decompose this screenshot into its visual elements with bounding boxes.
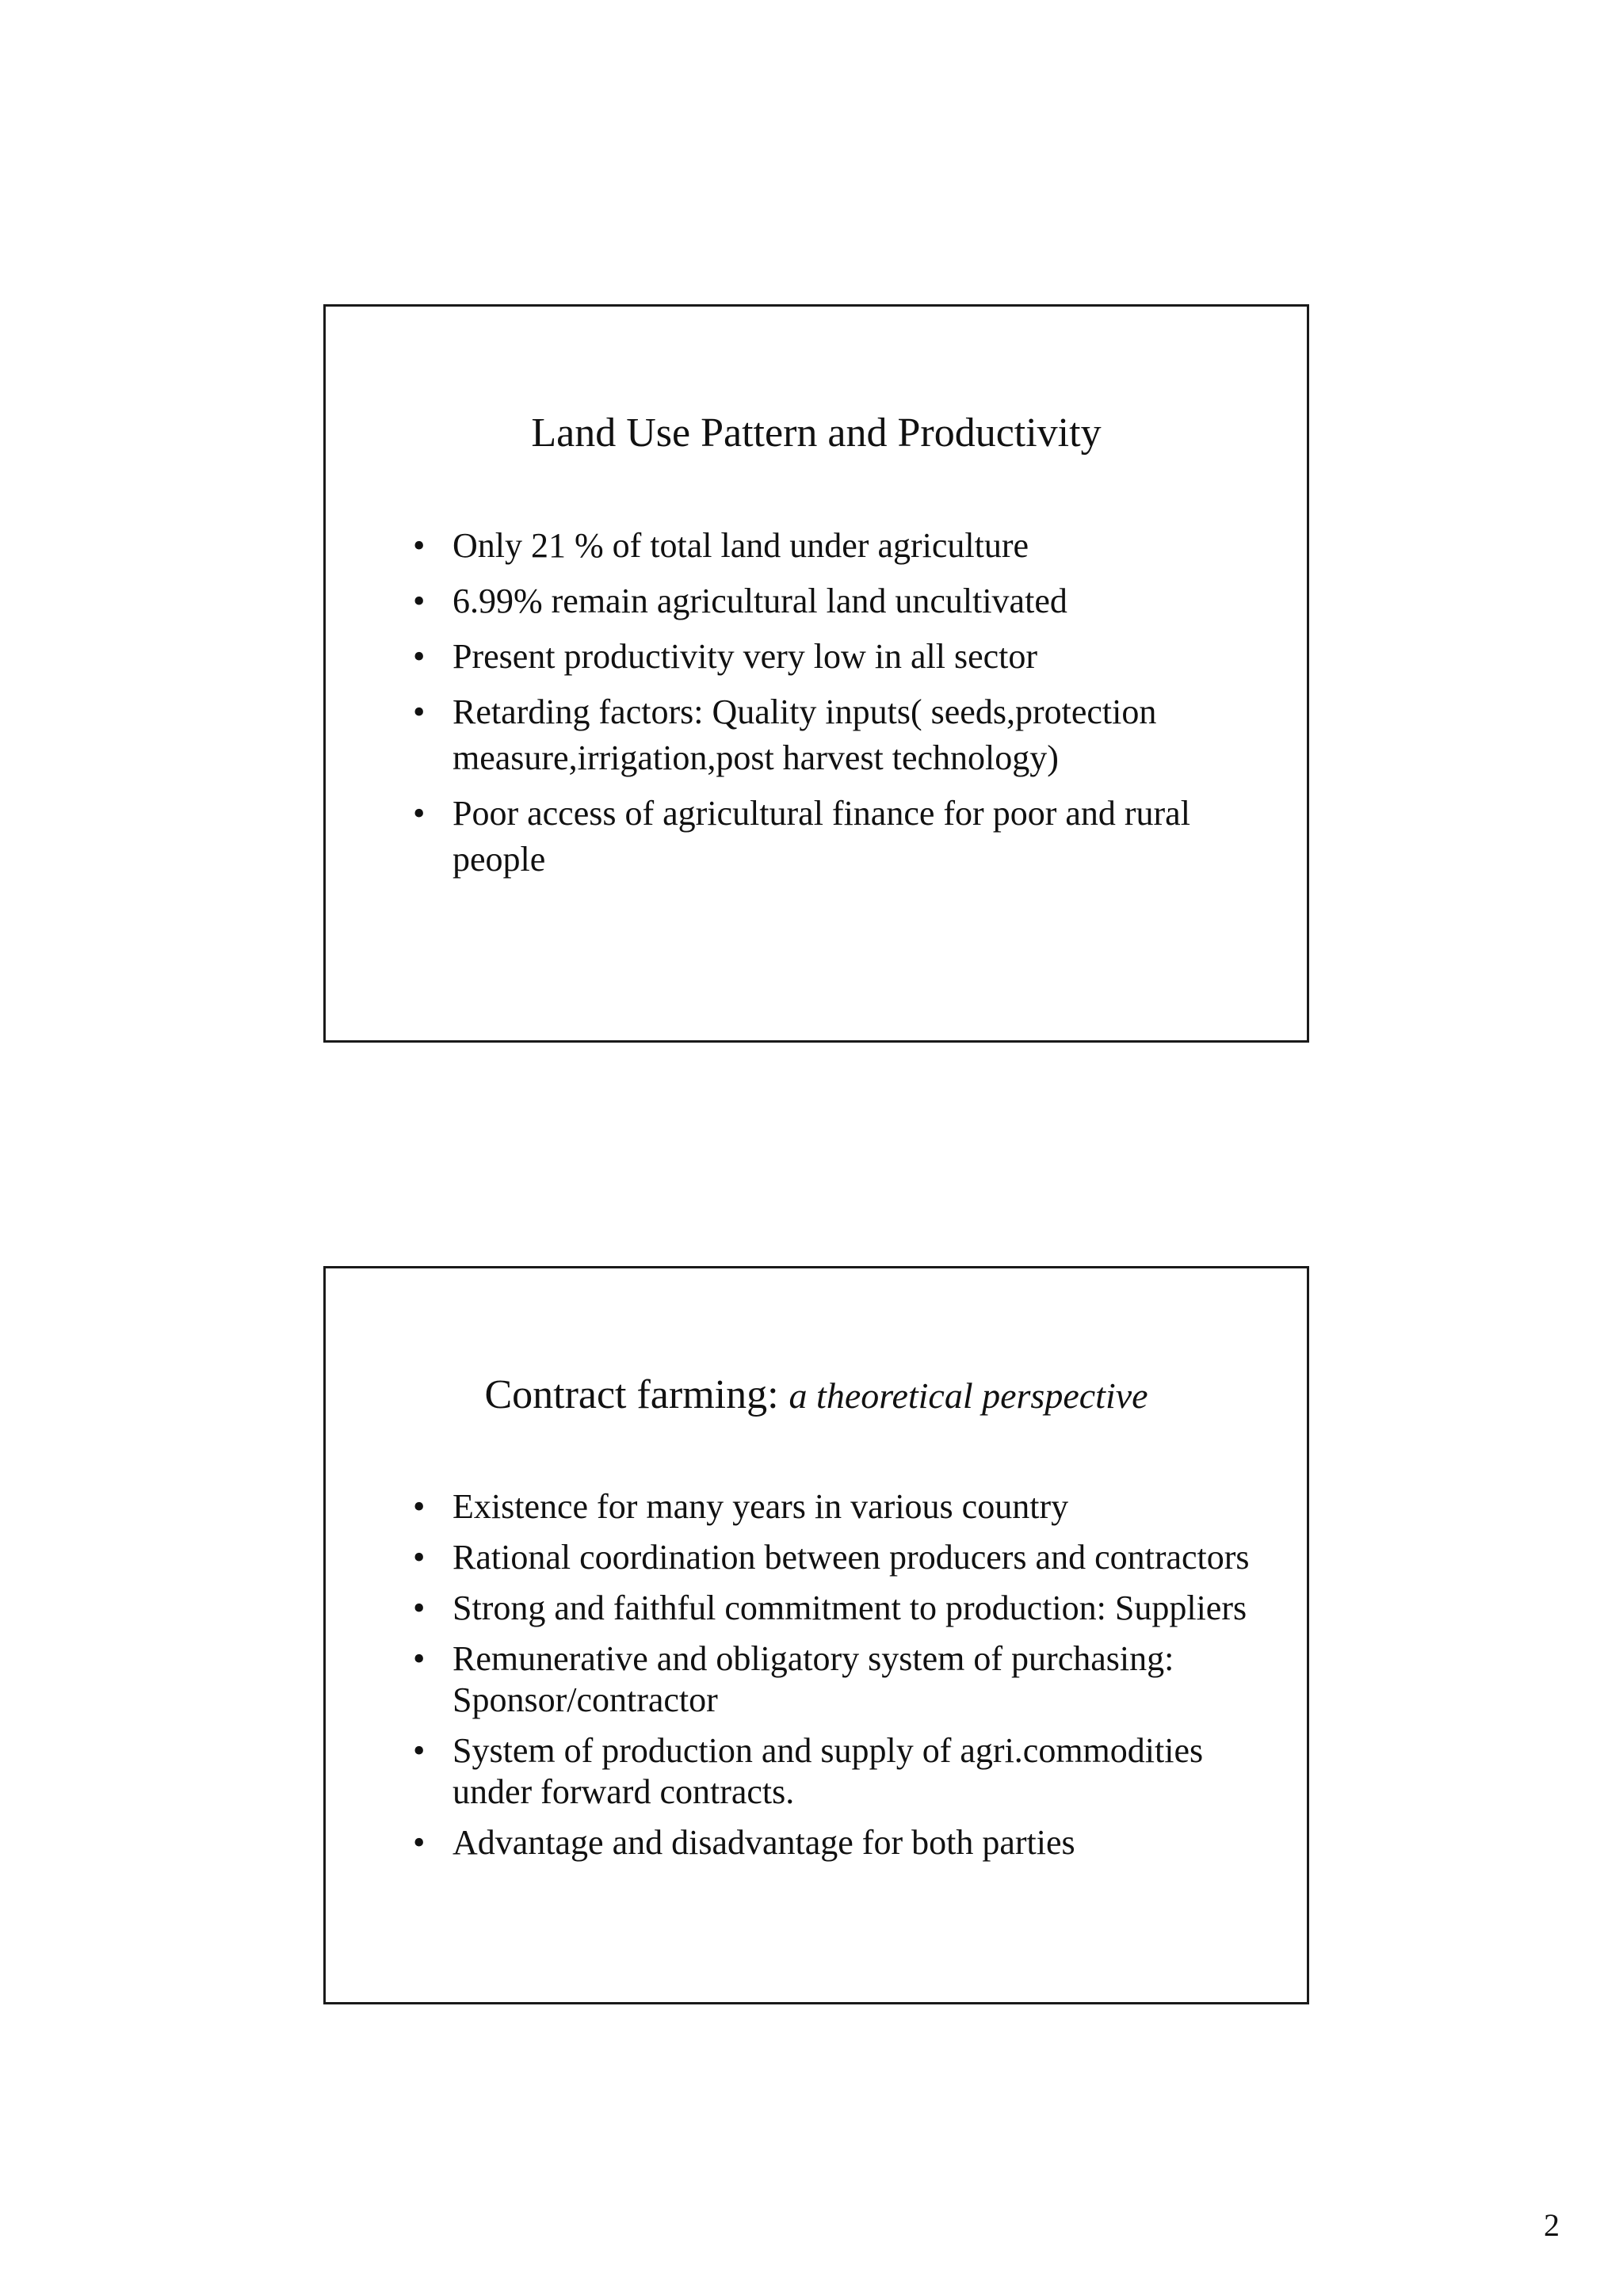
bullet-text: Retarding factors: Quality inputs( seeds,protection measure,irrigation,post harvest technology) <box>453 692 1157 777</box>
list-item <box>405 634 1261 680</box>
bullet-icon: • <box>413 1538 426 1577</box>
bullet-text: Poor access of agricultural finance for poor and rural people <box>453 794 1190 879</box>
bullet-text: Existence for many years in various country <box>453 1487 1069 1526</box>
list-item <box>405 1486 1261 1527</box>
bullet-text: Only 21 % of total land under agriculture <box>453 526 1029 565</box>
list-item <box>405 578 1261 624</box>
bullet-text: Present productivity very low in all sector <box>453 637 1038 676</box>
bullet-icon: • <box>413 1823 426 1862</box>
list-item <box>405 1638 1261 1721</box>
slide-1-title <box>326 410 1307 457</box>
list-item <box>405 791 1261 883</box>
list-item <box>405 1822 1261 1863</box>
list-item <box>405 1537 1261 1578</box>
slide-1-title-text: Land Use Pattern and Productivity <box>531 410 1102 456</box>
bullet-text: Strong and faithful commitment to production: Suppliers <box>453 1589 1247 1627</box>
page-number: 2 <box>1544 2207 1560 2243</box>
bullet-icon: • <box>413 582 426 620</box>
bullet-icon: • <box>413 794 426 833</box>
slide-2-bullet-list <box>405 1486 1261 1873</box>
bullet-icon: • <box>413 637 426 676</box>
slide-2 <box>323 1266 1309 2004</box>
slide-2-title <box>326 1371 1307 1420</box>
bullet-text: 6.99% remain agricultural land uncultivated <box>453 582 1067 620</box>
bullet-text: System of production and supply of agri.commodities under forward contracts. <box>453 1731 1204 1811</box>
bullet-icon: • <box>413 1639 426 1678</box>
slide-1 <box>323 304 1309 1043</box>
list-item <box>405 689 1261 781</box>
bullet-icon: • <box>413 1589 426 1627</box>
list-item <box>405 1730 1261 1813</box>
list-item <box>405 523 1261 569</box>
slide-2-title-text: Contract farming: <box>484 1372 789 1417</box>
list-item <box>405 1588 1261 1629</box>
bullet-icon: • <box>413 1731 426 1770</box>
bullet-text: Rational coordination between producers and contractors <box>453 1538 1250 1577</box>
bullet-text: Advantage and disadvantage for both parties <box>453 1823 1075 1862</box>
bullet-icon: • <box>413 692 426 731</box>
bullet-icon: • <box>413 1487 426 1526</box>
slide-1-bullet-list <box>405 523 1261 892</box>
bullet-icon: • <box>413 526 426 565</box>
bullet-text: Remunerative and obligatory system of purchasing: Sponsor/contractor <box>453 1639 1174 1719</box>
slide-2-title-subtitle: a theoretical perspective <box>789 1375 1148 1416</box>
